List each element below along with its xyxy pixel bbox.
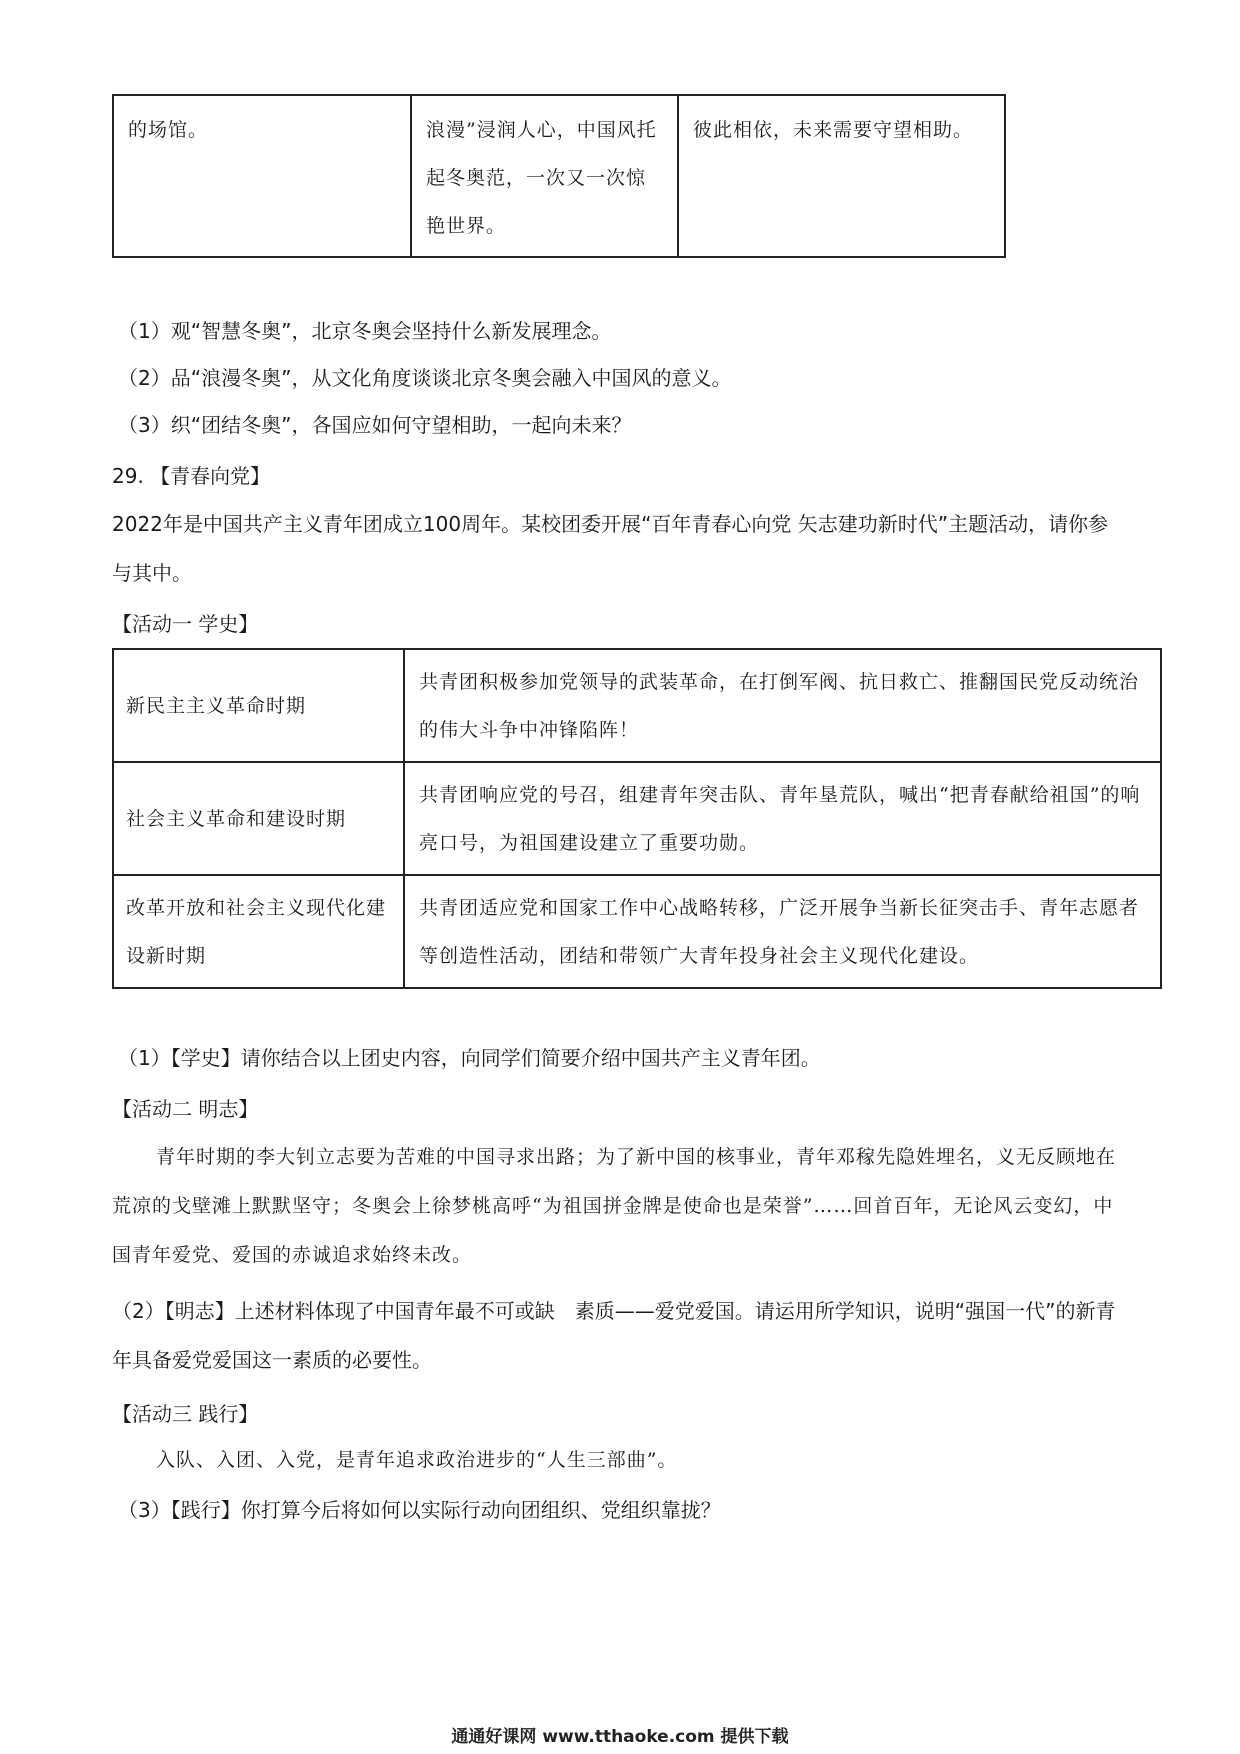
activity-1-title: 【活动一 学史】 <box>112 612 259 636</box>
question-29-intro: 2022年是中国共产主义青年团成立100周年。某校团委开展“百年青春心向党 矢志建功新时代”主题活动，请你参与其中。 <box>112 512 1109 585</box>
activity-3-question: （3）【践行】你打算今后将如何以实际行动向团组织、党组织靠拢？ <box>118 1498 721 1522</box>
activity-3-title: 【活动三 践行】 <box>112 1402 259 1426</box>
table-row <box>113 95 1005 257</box>
question-28-1: （1）观“智慧冬奥”，北京冬奥会坚持什么新发展理念。 <box>118 319 612 343</box>
league-history-table <box>112 648 1162 989</box>
period-cell: 社会主义革命和建设时期 <box>113 762 404 875</box>
table-row <box>113 762 1161 875</box>
activity-2-title: 【活动二 明志】 <box>112 1097 259 1121</box>
activity-2-question: （2）【明志】上述材料体现了中国青年最不可或缺 素质——爱党爱国。请运用所学知识，说明“强国一代”的新青年具备爱党爱国这一素质的必要性。 <box>112 1299 1116 1372</box>
question-29-title: 29. 【青春向党】 <box>112 464 271 488</box>
question-28-3: （3）织“团结冬奥”，各国应如何守望相助，一起向未来？ <box>118 413 632 437</box>
table-cell: 浪漫”浸润人心，中国风托起冬奥范，一次又一次惊艳世界。 <box>411 95 678 257</box>
olympics-table <box>112 94 1006 258</box>
description-cell: 共青团响应党的号召，组建青年突击队、青年垦荒队，喊出“把青春献给祖国”的响亮口号，为祖国建设建立了重要功勋。 <box>404 762 1161 875</box>
period-cell: 改革开放和社会主义现代化建设新时期 <box>113 875 404 988</box>
page-footer: 通通好课网 www.tthaoke.com 提供下载 <box>451 1727 789 1747</box>
table-row <box>113 649 1161 762</box>
description-cell: 共青团积极参加党领导的武装革命，在打倒军阀、抗日救亡、推翻国民党反动统治的伟大斗争中冲锋陷阵！ <box>404 649 1161 762</box>
period-cell: 新民主主义革命时期 <box>113 649 404 762</box>
activity-2-material: 青年时期的李大钊立志要为苦难的中国寻求出路；为了新中国的核事业，青年邓稼先隐姓埋名，义无反顾地在荒凉的戈壁滩上默默坚守；冬奥会上徐梦桃高呼“为祖国拼金牌是使命也是荣誉”……回首百年，无论风云变幻，中国青年爱党、爱国的赤诚追求始终未改。 <box>112 1146 1117 1266</box>
table-cell: 的场馆。 <box>113 95 411 257</box>
activity-3-material: 入队、入团、入党，是青年追求政治进步的“人生三部曲”。 <box>156 1449 678 1471</box>
table-cell: 彼此相依，未来需要守望相助。 <box>678 95 1005 257</box>
question-28-2: （2）品“浪漫冬奥”，从文化角度谈谈北京冬奥会融入中国风的意义。 <box>118 366 732 390</box>
activity-1-question: （1）【学史】请你结合以上团史内容，向同学们简要介绍中国共产主义青年团。 <box>118 1046 821 1070</box>
description-cell: 共青团适应党和国家工作中心战略转移，广泛开展争当新长征突击手、青年志愿者等创造性活动，团结和带领广大青年投身社会主义现代化建设。 <box>404 875 1161 988</box>
table-row <box>113 875 1161 988</box>
